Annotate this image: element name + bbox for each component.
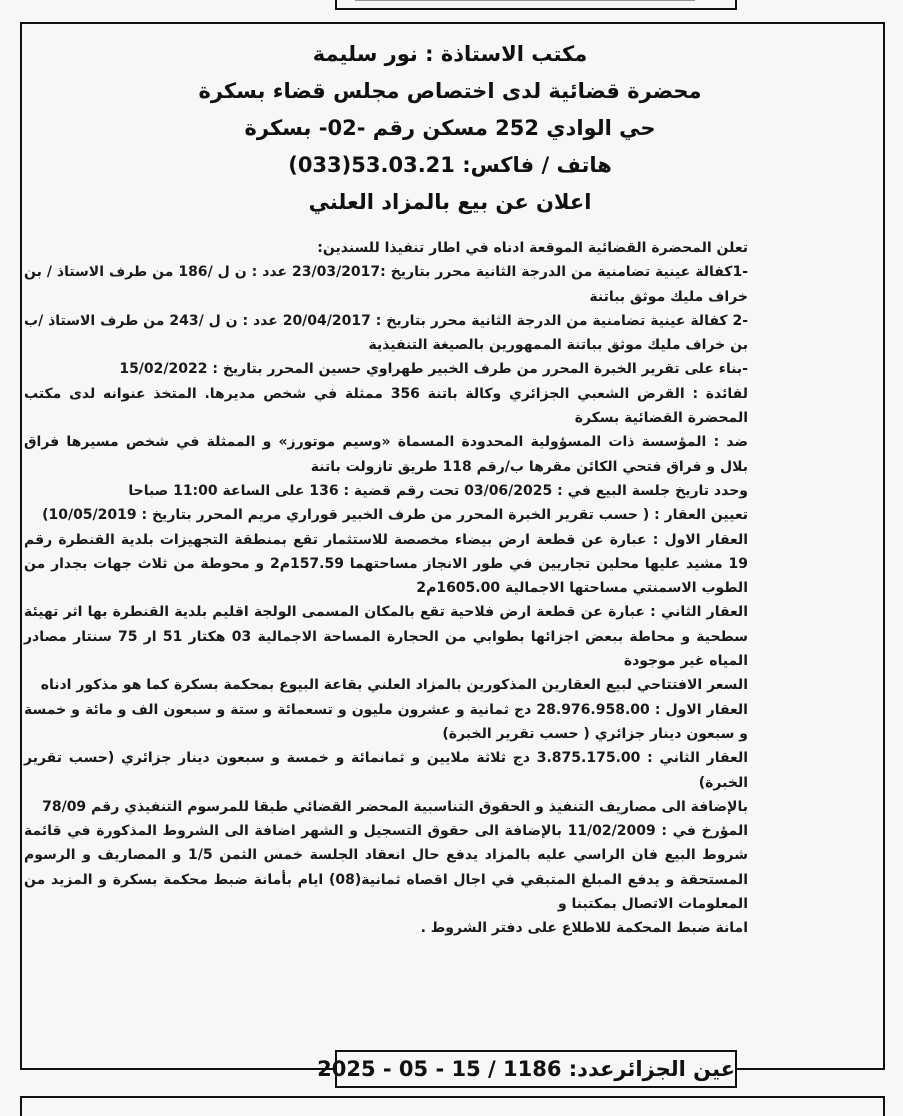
payment-terms-paragraph: المؤرخ في : 11/02/2009 بالإضافة الى حقوق التسجيل و الشهر اضافة الى الشروط المذكورة في قائمة شروط البيع فان الراسي عليه بالمزاد يدفع حال انعقاد الجلسة خمس الثمن 1/5 و المصاريف و الرسوم المستحقة و يدفع المبلغ المتبقي في اجال اقصاه ثمانية(08) ايام بأمانة ضبط محكمة بسكرة و المزيد من المعلومات الاتصال بمكتبنا و: [24, 823, 748, 913]
bond-2-paragraph: -2 كفالة عينية تضامنية من الدرجة الثانية محرر بتاريخ : 20/04/2017 عدد : ن ل /243 من طرف الاستاذ /ب بن خراف مليك موثق بباتنة الممهورين بالصيغة التنفيذية: [24, 312, 748, 354]
property-2-paragraph: العقار الثاني : عبارة عن قطعة ارض فلاحية تقع بالمكان المسمى الولجة اقليم بلدية القنطرة بها اثر تهيئة سطحية و محاطة ببعض اجزائها بطوابي من الحجارة المساحة الاجمالية 03 هكتار 51 ار 75 سنتار مصادر المياه غير موجودة: [24, 604, 748, 670]
announcement-heading: اعلان عن بيع بالمزاد العلني: [308, 190, 592, 214]
notice-header: [150, 36, 750, 221]
next-notice-frame: [20, 1096, 885, 1116]
previous-notice-fragment: [355, 0, 695, 1]
notice-body: [24, 236, 748, 941]
previous-notice-frame: [335, 0, 737, 10]
office-name: مكتب الاستاذة : نور سليمة: [312, 42, 588, 66]
sale-date-paragraph: وحدد تاريخ جلسة البيع في : 03/06/2025 تحت رقم قضية : 136 على الساعة 11:00 صباحا: [128, 482, 748, 499]
bond-1-paragraph: -1كفالة عينية تضامنية من الدرجة الثانية محرر بتاريخ :23/03/2017 عدد : ن ل /186 من طرف الاستاذ / بن خراف مليك موثق بباتنة: [24, 264, 748, 305]
defendant-paragraph: ضد : المؤسسة ذات المسؤولية المحدودة المسماة «وسيم موتورز» و الممثلة في شخص مسيرها فراق بلال و فراق فتحي الكائن مقرها ب/رقم 118 طريق تازولت باتنة: [24, 434, 748, 475]
publication-reference: عين الجزائرعدد: 1186 / 15 - 05 - 2025: [335, 1050, 737, 1088]
phone-fax: هاتف / فاكس: 53.03.21(033): [288, 153, 612, 177]
price-property-1-paragraph: العقار الاول : 28.976.958.00 دج ثمانية و عشرون مليون و تسعمائة و ستة و سبعون الف و مائة و خمسة و سبعون دينار جزائري ( حسب تقرير الخبرة): [24, 701, 748, 742]
fees-paragraph: بالإضافة الى مصاريف التنفيذ و الحقوق التناسبية المحضر القضائي طبقا للمرسوم التنفيذي رقم 78/09: [42, 798, 748, 815]
office-address: حي الوادي 252 مسكن رقم -02- بسكرة: [244, 116, 656, 140]
notice-title: محضرة قضائية لدى اختصاص مجلس قضاء بسكرة: [198, 79, 702, 103]
intro-paragraph: تعلن المحضرة القضائية الموقعة ادناه في اطار تنفيذا للسندين:: [317, 240, 748, 256]
property-1-paragraph: العقار الاول : عبارة عن قطعة ارض بيضاء مخصصة للاستثمار تقع بمنطقة التجهيزات بلدية القنطرة رقم 19 مشيد عليها محلين تجاريين في طور الانجاز مساحتهما 157.59م2 و محوطة من ثلاث جهات بجدار من الطوب الاسمنتي مساحتها الاجمالية 1605.00م2: [24, 531, 748, 597]
expert-report-paragraph: -بناء على تقرير الخبرة المحرر من طرف الخبير طهراوي حسين المحرر بتاريخ : 15/02/2022: [119, 361, 748, 378]
price-property-2-paragraph: العقار الثاني : 3.875.175.00 دج ثلاثة ملايين و ثمانمائة و خمسة و سبعون دينار جزائري (حسب تقرير الخبرة): [24, 750, 748, 791]
closing-paragraph: امانة ضبط المحكمة للاطلاع على دفتر الشروط .: [420, 920, 748, 937]
opening-price-paragraph: السعر الافتتاحي لبيع العقارين المذكورين بالمزاد العلني بقاعة البيوع بمحكمة بسكرة كما هو مذكور ادناه: [40, 677, 748, 694]
beneficiary-paragraph: لفائدة : القرض الشعبي الجزائري وكالة باتنة 356 ممثلة في شخص مديرها. المتخذ عنوانه لدى مكتب المحضرة القضائية بسكرة: [24, 385, 748, 427]
property-designation-paragraph: تعيين العقار : ( حسب تقرير الخبرة المحرر من طرف الخبير قوراري مريم المحرر بتاريخ : 10/05/2019): [42, 507, 748, 524]
